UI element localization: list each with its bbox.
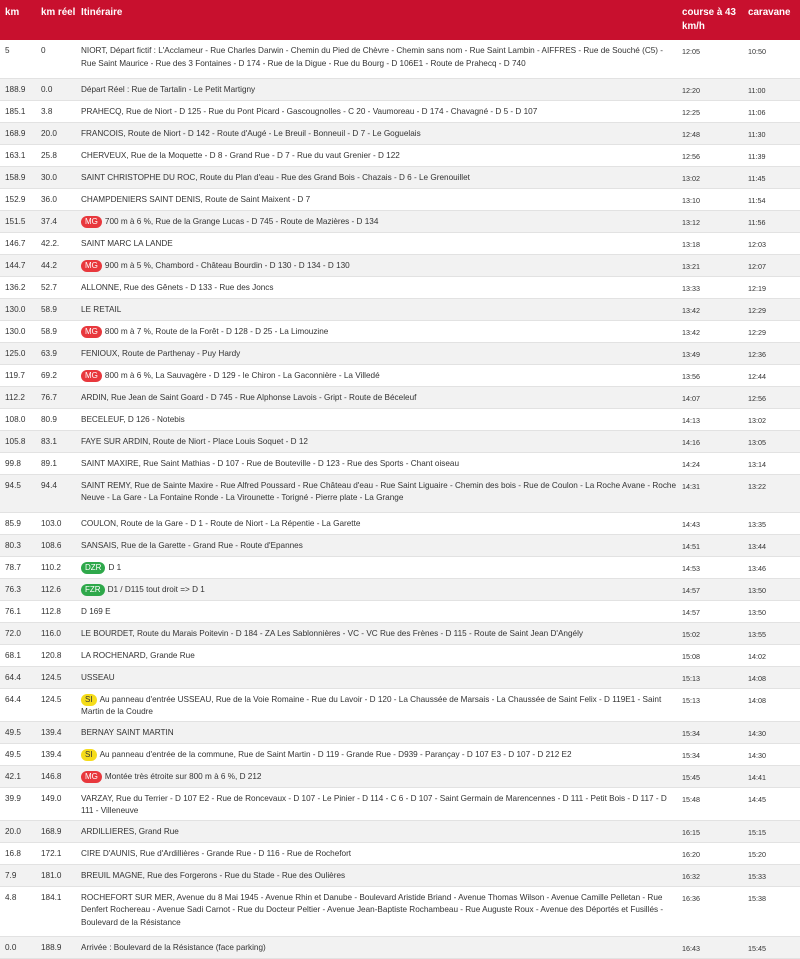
itineraire-text: Départ Réel : Rue de Tartalin - Le Petit Martigny [81, 84, 256, 94]
cell-itineraire [76, 688, 677, 721]
cell-km-reel: 139.4 [36, 743, 76, 765]
itineraire-text: D1 / D115 tout droit => D 1 [107, 584, 205, 594]
cell-km: 64.4 [0, 666, 36, 688]
cell-km-reel: 184.1 [36, 886, 76, 936]
cell-km-reel: 58.9 [36, 298, 76, 320]
cell-km: 108.0 [0, 408, 36, 430]
cell-km: 4.8 [0, 886, 36, 936]
itineraire-text: FRANCOIS, Route de Niort - D 142 - Route d'Augé - Le Breuil - Bonneuil - D 7 - Le Goguelais [81, 128, 421, 138]
cell-course-time: 13:33 [677, 276, 743, 298]
cell-km: 42.1 [0, 765, 36, 787]
header-itineraire: Itinéraire [81, 7, 123, 18]
cell-km-reel: 108.6 [36, 534, 76, 556]
cell-caravane-time: 15:20 [743, 842, 800, 864]
cell-course-time: 14:16 [677, 430, 743, 452]
cell-itineraire [76, 78, 677, 100]
cell-course-time: 14:57 [677, 600, 743, 622]
cell-caravane-time: 11:39 [743, 144, 800, 166]
cell-km-reel: 52.7 [36, 276, 76, 298]
cell-km-reel: 116.0 [36, 622, 76, 644]
cell-km: 76.1 [0, 600, 36, 622]
cell-course-time: 15:48 [677, 787, 743, 820]
cell-caravane-time: 12:44 [743, 364, 800, 386]
header-caravane: caravane [748, 7, 791, 18]
badge-si: SI [81, 749, 97, 761]
table-row [0, 578, 800, 600]
cell-km: 20.0 [0, 820, 36, 842]
cell-itineraire [76, 276, 677, 298]
cell-course-time: 13:49 [677, 342, 743, 364]
cell-course-time: 13:10 [677, 188, 743, 210]
itineraire-text: CHAMPDENIERS SAINT DENIS, Route de Saint Maixent - D 7 [81, 194, 311, 204]
table-row [0, 254, 800, 276]
cell-itineraire [76, 100, 677, 122]
itineraire-text: 900 m à 5 %, Chambord - Château Bourdin - D 130 - D 134 - D 130 [104, 260, 350, 270]
cell-itineraire [76, 765, 677, 787]
cell-course-time: 13:18 [677, 232, 743, 254]
cell-caravane-time: 15:45 [743, 936, 800, 958]
cell-course-time: 14:43 [677, 512, 743, 534]
cell-caravane-time: 12:29 [743, 320, 800, 342]
cell-km: 68.1 [0, 644, 36, 666]
table-row [0, 78, 800, 100]
cell-itineraire [76, 743, 677, 765]
table-row [0, 474, 800, 512]
cell-course-time: 15:45 [677, 765, 743, 787]
table-header-row [0, 0, 800, 40]
cell-km: 163.1 [0, 144, 36, 166]
table-row [0, 40, 800, 78]
cell-km-reel: 30.0 [36, 166, 76, 188]
cell-km: 158.9 [0, 166, 36, 188]
cell-km: 39.9 [0, 787, 36, 820]
itineraire-text: 700 m à 6 %, Rue de la Grange Lucas - D 745 - Route de Mazières - D 134 [104, 216, 379, 226]
cell-itineraire [76, 534, 677, 556]
cell-km-reel: 149.0 [36, 787, 76, 820]
cell-caravane-time: 15:15 [743, 820, 800, 842]
cell-km: 130.0 [0, 298, 36, 320]
cell-course-time: 14:57 [677, 578, 743, 600]
cell-km-reel: 36.0 [36, 188, 76, 210]
cell-caravane-time: 13:55 [743, 622, 800, 644]
cell-course-time: 16:43 [677, 936, 743, 958]
cell-course-time: 15:08 [677, 644, 743, 666]
cell-itineraire [76, 864, 677, 886]
itineraire-text: 800 m à 7 %, Route de la Forêt - D 128 - D 25 - La Limouzine [104, 326, 329, 336]
cell-km-reel: 181.0 [36, 864, 76, 886]
cell-itineraire [76, 622, 677, 644]
table-row [0, 534, 800, 556]
cell-itineraire [76, 430, 677, 452]
table-row [0, 430, 800, 452]
cell-caravane-time: 14:08 [743, 688, 800, 721]
itineraire-text: ALLONNE, Rue des Gênets - D 133 - Rue des Joncs [81, 282, 274, 292]
table-row [0, 721, 800, 743]
cell-km-reel: 120.8 [36, 644, 76, 666]
cell-itineraire [76, 40, 677, 78]
cell-km: 80.3 [0, 534, 36, 556]
cell-km-reel: 69.2 [36, 364, 76, 386]
cell-caravane-time: 10:50 [743, 40, 800, 78]
cell-km-reel: 172.1 [36, 842, 76, 864]
cell-km: 151.5 [0, 210, 36, 232]
badge-dzr: DZR [81, 562, 105, 574]
cell-caravane-time: 15:38 [743, 886, 800, 936]
cell-caravane-time: 11:00 [743, 78, 800, 100]
cell-caravane-time: 12:07 [743, 254, 800, 276]
table-row [0, 122, 800, 144]
cell-km: 49.5 [0, 743, 36, 765]
cell-itineraire [76, 600, 677, 622]
cell-caravane-time: 14:41 [743, 765, 800, 787]
cell-km-reel: 76.7 [36, 386, 76, 408]
cell-km: 188.9 [0, 78, 36, 100]
cell-caravane-time: 12:36 [743, 342, 800, 364]
cell-itineraire [76, 364, 677, 386]
table-row [0, 936, 800, 958]
cell-itineraire [76, 232, 677, 254]
itineraire-text: CHERVEUX, Rue de la Moquette - D 8 - Grand Rue - D 7 - Rue du vaut Grenier - D 122 [81, 150, 400, 160]
cell-km: 78.7 [0, 556, 36, 578]
cell-itineraire [76, 166, 677, 188]
cell-caravane-time: 13:05 [743, 430, 800, 452]
cell-caravane-time: 11:54 [743, 188, 800, 210]
cell-course-time: 13:56 [677, 364, 743, 386]
cell-course-time: 16:36 [677, 886, 743, 936]
itineraire-text: USSEAU [81, 672, 115, 682]
cell-course-time: 14:53 [677, 556, 743, 578]
cell-km-reel: 44.2 [36, 254, 76, 276]
cell-caravane-time: 14:30 [743, 743, 800, 765]
cell-km: 7.9 [0, 864, 36, 886]
table-row [0, 512, 800, 534]
cell-caravane-time: 13:02 [743, 408, 800, 430]
cell-caravane-time: 13:22 [743, 474, 800, 512]
table-row [0, 600, 800, 622]
cell-caravane-time: 14:02 [743, 644, 800, 666]
cell-course-time: 15:34 [677, 721, 743, 743]
table-row [0, 743, 800, 765]
cell-itineraire [76, 298, 677, 320]
table-row [0, 166, 800, 188]
badge-fzr: FZR [81, 584, 105, 596]
table-body [0, 40, 800, 958]
cell-itineraire [76, 644, 677, 666]
itineraire-text: LE BOURDET, Route du Marais Poitevin - D 184 - ZA Les Sablonnières - VC - VC Rue des Frènes - D 115 - Route de Saint Jean D'Angély [81, 628, 583, 638]
badge-mg: MG [81, 771, 102, 783]
cell-itineraire [76, 122, 677, 144]
cell-course-time: 14:51 [677, 534, 743, 556]
itineraire-text: SAINT MARC LA LANDE [81, 238, 173, 248]
badge-mg: MG [81, 370, 102, 382]
cell-caravane-time: 12:56 [743, 386, 800, 408]
cell-km: 76.3 [0, 578, 36, 600]
cell-km-reel: 124.5 [36, 688, 76, 721]
cell-itineraire [76, 210, 677, 232]
cell-km-reel: 168.9 [36, 820, 76, 842]
itineraire-text: LE RETAIL [81, 304, 122, 314]
table-row [0, 232, 800, 254]
table-row [0, 622, 800, 644]
cell-km: 5 [0, 40, 36, 78]
itineraire-text: BREUIL MAGNE, Rue des Forgerons - Rue du Stade - Rue des Oulières [81, 870, 346, 880]
cell-itineraire [76, 886, 677, 936]
cell-itineraire [76, 408, 677, 430]
cell-km-reel: 80.9 [36, 408, 76, 430]
cell-km: 49.5 [0, 721, 36, 743]
header-km: km [5, 7, 20, 18]
cell-caravane-time: 11:56 [743, 210, 800, 232]
itineraire-text: SAINT CHRISTOPHE DU ROC, Route du Plan d'eau - Rue des Grand Bois - Chazais - D 6 - Le Grenouillet [81, 172, 470, 182]
cell-itineraire [76, 512, 677, 534]
cell-itineraire [76, 320, 677, 342]
cell-caravane-time: 13:50 [743, 578, 800, 600]
cell-km: 130.0 [0, 320, 36, 342]
itineraire-text: NIORT, Départ fictif : L'Acclameur - Rue Charles Darwin - Chemin du Pied de Chèvre - Chemin sans nom - Rue Saint Lambin - AIFFRES - Rue de Souché (C5) - Rue Saint Maurice - Rue des 3 Fontaines - D 174 - Rue de la Digue - Rue du Bourg - D 106E1 - Route de Prahecq - D 740 [81, 46, 664, 68]
table-row [0, 787, 800, 820]
table-row [0, 820, 800, 842]
table-row [0, 386, 800, 408]
cell-km-reel: 42.2. [36, 232, 76, 254]
cell-course-time: 16:15 [677, 820, 743, 842]
cell-km: 72.0 [0, 622, 36, 644]
cell-caravane-time: 14:08 [743, 666, 800, 688]
itineraire-text: FENIOUX, Route de Parthenay - Puy Hardy [81, 348, 241, 358]
badge-mg: MG [81, 326, 102, 338]
table-row [0, 342, 800, 364]
cell-course-time: 15:13 [677, 688, 743, 721]
itineraire-text: D 169 E [81, 606, 111, 616]
cell-km: 136.2 [0, 276, 36, 298]
cell-km-reel: 124.5 [36, 666, 76, 688]
itineraire-text: PRAHECQ, Rue de Niort - D 125 - Rue du Pont Picard - Gascougnolles - C 20 - Vaumoreau - D 174 - Chavagné - D 5 - D 107 [81, 106, 538, 116]
cell-itineraire [76, 452, 677, 474]
cell-caravane-time: 11:45 [743, 166, 800, 188]
cell-caravane-time: 12:03 [743, 232, 800, 254]
table-row [0, 408, 800, 430]
table-row [0, 452, 800, 474]
cell-itineraire [76, 474, 677, 512]
cell-km-reel: 139.4 [36, 721, 76, 743]
itineraire-text: 800 m à 6 %, La Sauvagère - D 129 - le Chiron - La Gaconnière - La Villedé [104, 370, 380, 380]
cell-course-time: 13:42 [677, 320, 743, 342]
itineraire-text: ARDILLIERES, Grand Rue [81, 826, 179, 836]
cell-km: 0.0 [0, 936, 36, 958]
cell-course-time: 14:31 [677, 474, 743, 512]
itineraire-text: Au panneau d'entrée USSEAU, Rue de la Voie Romaine - Rue du Lavoir - D 120 - La Chaussée de Marsais - La Chaussée de Saint Felix - D 119E1 - Saint Martin de la Coudre [81, 694, 662, 716]
cell-caravane-time: 12:29 [743, 298, 800, 320]
cell-km-reel: 112.8 [36, 600, 76, 622]
cell-km: 119.7 [0, 364, 36, 386]
cell-caravane-time: 11:30 [743, 122, 800, 144]
cell-km: 105.8 [0, 430, 36, 452]
cell-itineraire [76, 787, 677, 820]
badge-mg: MG [81, 216, 102, 228]
cell-km-reel: 58.9 [36, 320, 76, 342]
header-course: course à 43 km/h [682, 7, 736, 32]
itineraire-text: VARZAY, Rue du Terrier - D 107 E2 - Rue de Roncevaux - D 107 - Le Pinier - D 114 - C 6 - D 107 - Saint Germain de Marencennes - D 111 - Petit Bois - D 117 - D 111 - Villeneuve [81, 793, 667, 815]
cell-caravane-time: 11:06 [743, 100, 800, 122]
itineraire-text: Au panneau d'entrée de la commune, Rue de Saint Martin - D 119 - Grande Rue - D939 - Parançay - D 107 E3 - D 107 - D 212 E2 [99, 749, 572, 759]
table-row [0, 765, 800, 787]
itineraire-text: ROCHEFORT SUR MER, Avenue du 8 Mai 1945 - Avenue Rhin et Danube - Boulevard Aristide Briand - Avenue Thomas Wilson - Avenue Camille Pelletan - Rue Denfert Rochereau - Avenue Sadi Carnot - Rue du Docteur Peltier - Avenue Jean-Baptiste Rochambeau - Rue Auguste Roux - Avenue des Déportés et Fusillés - Boulevard de la Résistance [81, 892, 664, 927]
cell-km: 16.8 [0, 842, 36, 864]
cell-km-reel: 3.8 [36, 100, 76, 122]
cell-itineraire [76, 721, 677, 743]
cell-course-time: 13:42 [677, 298, 743, 320]
cell-km-reel: 0 [36, 40, 76, 78]
cell-km: 94.5 [0, 474, 36, 512]
cell-km-reel: 94.4 [36, 474, 76, 512]
cell-itineraire [76, 820, 677, 842]
cell-course-time: 14:24 [677, 452, 743, 474]
itineraire-text: FAYE SUR ARDIN, Route de Niort - Place Louis Soquet - D 12 [81, 436, 308, 446]
cell-course-time: 15:34 [677, 743, 743, 765]
table-row [0, 144, 800, 166]
cell-km-reel: 110.2 [36, 556, 76, 578]
cell-course-time: 16:20 [677, 842, 743, 864]
cell-km-reel: 103.0 [36, 512, 76, 534]
cell-course-time: 15:13 [677, 666, 743, 688]
cell-caravane-time: 13:14 [743, 452, 800, 474]
table-row [0, 188, 800, 210]
cell-km-reel: 89.1 [36, 452, 76, 474]
table-row [0, 298, 800, 320]
cell-itineraire [76, 578, 677, 600]
cell-km: 152.9 [0, 188, 36, 210]
itineraire-text: D 1 [108, 562, 122, 572]
cell-km-reel: 25.8 [36, 144, 76, 166]
cell-course-time: 13:21 [677, 254, 743, 276]
cell-course-time: 14:07 [677, 386, 743, 408]
itineraire-text: SANSAIS, Rue de la Garette - Grand Rue - Route d'Epannes [81, 540, 303, 550]
table-row [0, 364, 800, 386]
table-row [0, 864, 800, 886]
table-row [0, 688, 800, 721]
cell-km: 144.7 [0, 254, 36, 276]
cell-km: 125.0 [0, 342, 36, 364]
cell-caravane-time: 13:50 [743, 600, 800, 622]
cell-course-time: 12:05 [677, 40, 743, 78]
itineraire-text: Arrivée : Boulevard de la Résistance (face parking) [81, 942, 266, 952]
badge-mg: MG [81, 260, 102, 272]
cell-course-time: 12:25 [677, 100, 743, 122]
cell-km-reel: 63.9 [36, 342, 76, 364]
cell-caravane-time: 13:46 [743, 556, 800, 578]
cell-course-time: 12:48 [677, 122, 743, 144]
cell-km: 146.7 [0, 232, 36, 254]
cell-km-reel: 112.6 [36, 578, 76, 600]
cell-km: 99.8 [0, 452, 36, 474]
cell-itineraire [76, 842, 677, 864]
cell-caravane-time: 15:33 [743, 864, 800, 886]
cell-caravane-time: 14:45 [743, 787, 800, 820]
cell-course-time: 16:32 [677, 864, 743, 886]
cell-itineraire [76, 254, 677, 276]
cell-course-time: 13:12 [677, 210, 743, 232]
itineraire-text: COULON, Route de la Gare - D 1 - Route de Niort - La Répentie - La Garette [81, 518, 361, 528]
itineraire-text: BERNAY SAINT MARTIN [81, 727, 174, 737]
table-row [0, 886, 800, 936]
cell-itineraire [76, 144, 677, 166]
itineraire-text: Montée très étroite sur 800 m à 6 %, D 212 [104, 771, 262, 781]
cell-course-time: 13:02 [677, 166, 743, 188]
cell-km-reel: 37.4 [36, 210, 76, 232]
table-row [0, 666, 800, 688]
cell-km: 64.4 [0, 688, 36, 721]
cell-course-time: 12:20 [677, 78, 743, 100]
cell-km: 168.9 [0, 122, 36, 144]
header-km-reel: km réel [41, 7, 76, 18]
badge-si: SI [81, 694, 97, 706]
cell-caravane-time: 14:30 [743, 721, 800, 743]
cell-itineraire [76, 188, 677, 210]
cell-caravane-time: 13:44 [743, 534, 800, 556]
itineraire-text: ARDIN, Rue Jean de Saint Goard - D 745 - Rue Alphonse Lavois - Gript - Route de Béceleuf [81, 392, 417, 402]
cell-km-reel: 20.0 [36, 122, 76, 144]
table-row [0, 320, 800, 342]
cell-km-reel: 83.1 [36, 430, 76, 452]
table-row [0, 556, 800, 578]
cell-km: 112.2 [0, 386, 36, 408]
cell-km: 85.9 [0, 512, 36, 534]
cell-km-reel: 188.9 [36, 936, 76, 958]
cell-itineraire [76, 666, 677, 688]
itineraire-text: SAINT REMY, Rue de Sainte Maxire - Rue Alfred Poussard - Rue Château d'eau - Rue Saint Liguaire - Chemin des bois - Rue de Coulon - La Roche Avane - Roche Neuve - La Gare - La Fontaine Ronde - La Virounette - Torigné - Pierre plate - La Grange [81, 480, 677, 502]
cell-km-reel: 146.8 [36, 765, 76, 787]
table-row [0, 210, 800, 232]
table-row [0, 276, 800, 298]
cell-caravane-time: 13:35 [743, 512, 800, 534]
cell-course-time: 12:56 [677, 144, 743, 166]
cell-km-reel: 0.0 [36, 78, 76, 100]
cell-caravane-time: 12:19 [743, 276, 800, 298]
table-row [0, 842, 800, 864]
table-row [0, 100, 800, 122]
itineraire-text: CIRE D'AUNIS, Rue d'Ardillières - Grande Rue - D 116 - Rue de Rochefort [81, 848, 352, 858]
cell-course-time: 14:13 [677, 408, 743, 430]
cell-km: 185.1 [0, 100, 36, 122]
itineraire-text: BECELEUF, D 126 - Notebis [81, 414, 185, 424]
cell-itineraire [76, 342, 677, 364]
itineraire-text: SAINT MAXIRE, Rue Saint Mathias - D 107 - Rue de Bouteville - D 123 - Rue des Sports - Chant oiseau [81, 458, 460, 468]
cell-itineraire [76, 556, 677, 578]
table-row [0, 644, 800, 666]
cell-itineraire [76, 386, 677, 408]
cell-course-time: 15:02 [677, 622, 743, 644]
cell-itineraire [76, 936, 677, 958]
itineraire-text: LA ROCHENARD, Grande Rue [81, 650, 195, 660]
